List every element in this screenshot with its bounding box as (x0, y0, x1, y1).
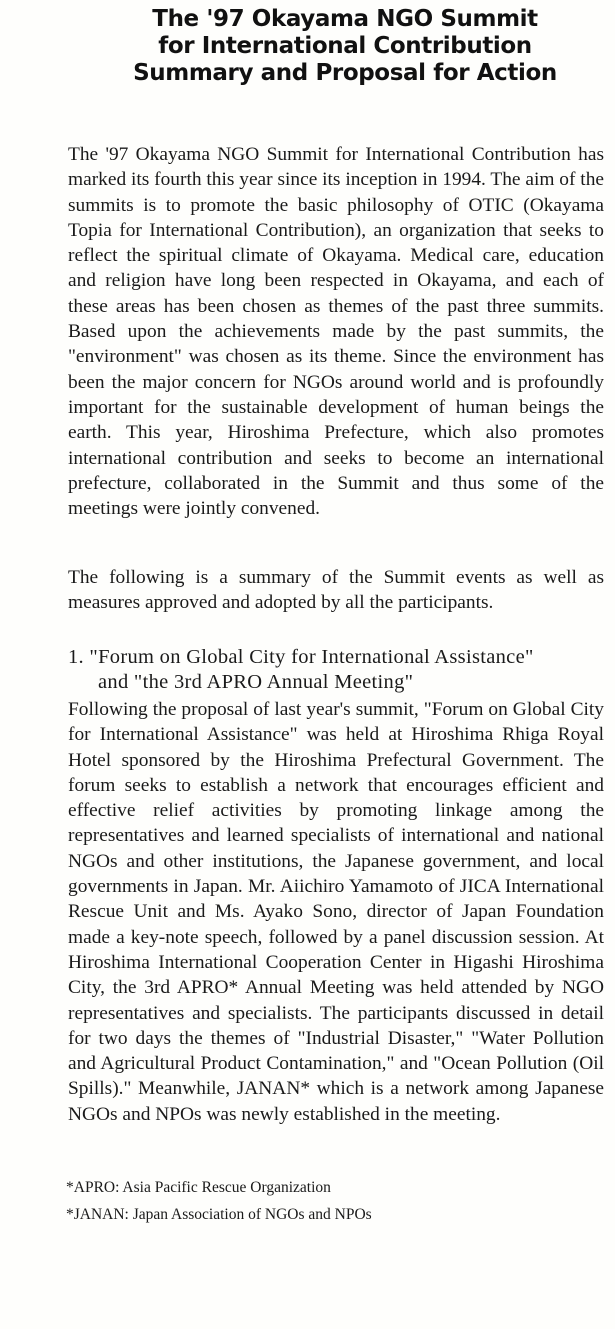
document-title (0, 6, 615, 87)
section-1-heading (68, 645, 608, 695)
section-1-heading-line-2: and "the 3rd APRO Annual Meeting" (98, 671, 414, 693)
title-line-3: Summary and Proposal for Action (133, 60, 557, 86)
intro-paragraph: The '97 Okayama NGO Summit for International Contribution has marked its fourth this year since its inception in 1994. The aim of the summits is to promote the basic philosophy of OTIC (Okayama Topia for International Contribution), an organization that seeks to reflect the spiritual climate of Okayama. Medical care, education and religion have long been respected in Okayama, and each of these areas has been chosen as themes of the past three summits. Based upon the achievements made by the past summits, the "environment" was chosen as its theme. Since the environment has been the major concern for NGOs around world and is profoundly important for the sustainable development of human beings the earth. This year, Hiroshima Prefecture, which also promotes international contribution and seeks to become an international prefecture, collaborated in the Summit and thus some of the meetings were jointly convened. (68, 144, 604, 520)
title-line-1: The '97 Okayama NGO Summit (152, 6, 538, 32)
footnotes (66, 1174, 372, 1228)
section-1-body: Following the proposal of last year's summit, "Forum on Global City for International Assistance" was held at Hiroshima Rhiga Royal Hotel sponsored by the Hiroshima Prefectural Government. The forum seeks to establish a network that encourages efficient and effective relief activities by promoting linkage among the representatives and learned specialists of international and national NGOs and other institutions, the Japanese government, and local governments in Japan. Mr. Aiichiro Yamamoto of JICA International Rescue Unit and Ms. Ayako Sono, director of Japan Foundation made a key-note speech, followed by a panel discussion session. At Hiroshima International Cooperation Center in Higashi Hiroshima City, the 3rd APRO* Annual Meeting was held attended by NGO representatives and specialists. The participants discussed in detail for two days the themes of "Industrial Disaster," "Water Pollution and Agricultural Product Contamination," and "Ocean Pollution (Oil Spills)." Meanwhile, JANAN* which is a network among Japanese NGOs and NPOs was newly established in the meeting. (68, 699, 604, 1125)
footnote-janan: *JANAN: Japan Association of NGOs and NPOs (66, 1206, 372, 1223)
summary-paragraph: The following is a summary of the Summit events as well as measures approved and adopted by all the participants. (68, 567, 604, 614)
title-line-2: for International Contribution (158, 33, 532, 59)
section-1-heading-line-1: 1. "Forum on Global City for International Assistance" (68, 646, 534, 668)
footnote-apro: *APRO: Asia Pacific Rescue Organization (66, 1179, 331, 1196)
